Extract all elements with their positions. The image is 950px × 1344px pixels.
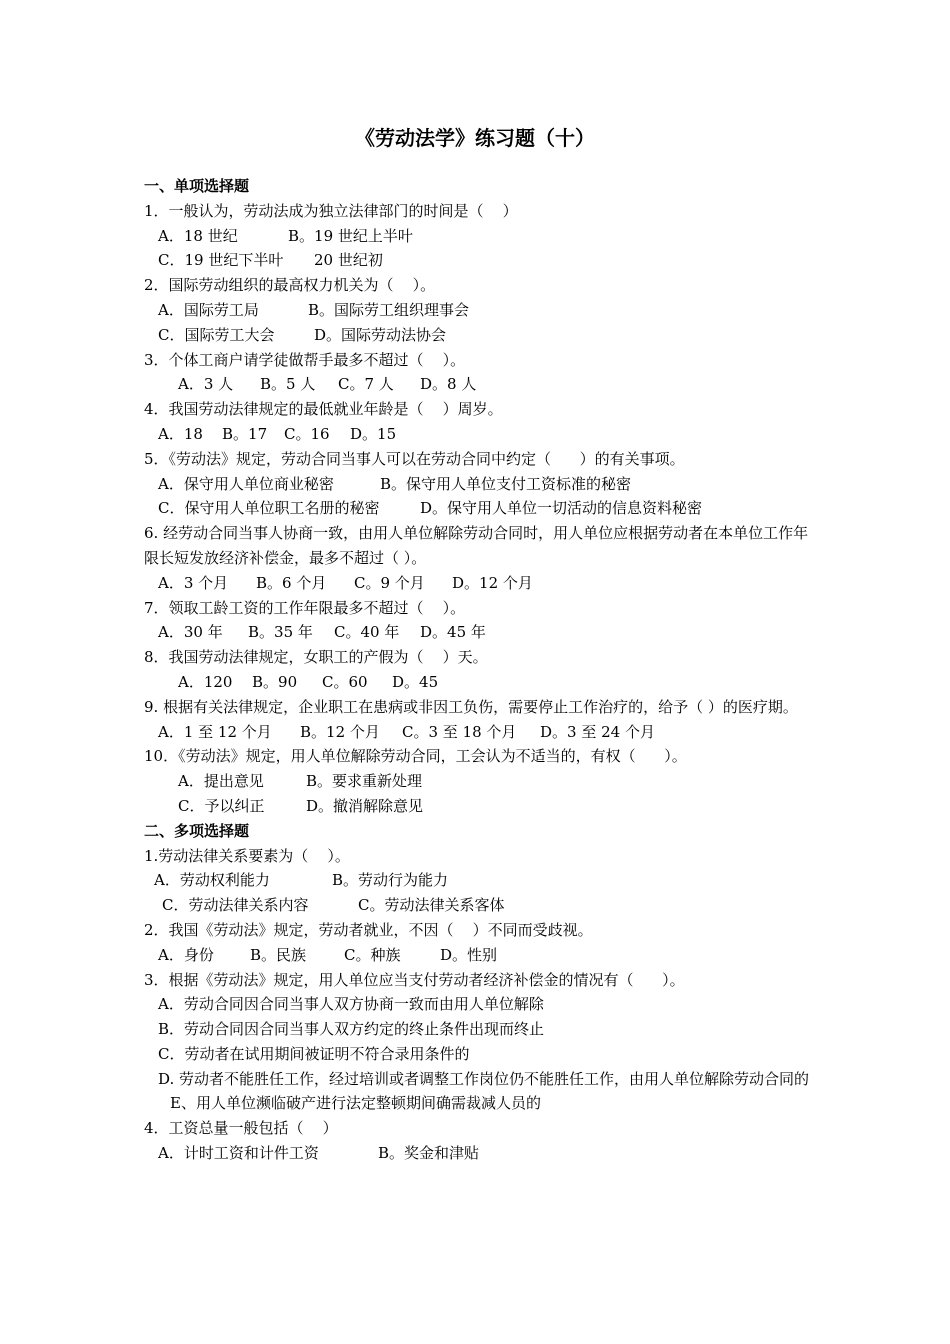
option-d: D。3 至 24 个月 (540, 722, 655, 741)
page-title: 《劳动法学》练习题（十） (355, 126, 595, 150)
option-b: B。劳动行为能力 (332, 871, 449, 890)
option-b: B．劳动合同因合同当事人双方约定的终止条件出现而终止 (158, 1020, 545, 1039)
question-2-1: 1.劳动法律关系要素为（ ）。 (144, 846, 350, 865)
section-heading-single-choice: 一、单项选择题 (144, 177, 250, 195)
options-row (144, 868, 812, 893)
option-a: A．18 (158, 424, 203, 443)
option-b: B。保守用人单位支付工资标准的秘密 (380, 474, 632, 493)
option-c: C．19 世纪下半叶 (158, 251, 284, 270)
question-1-8: 8．我国劳动法律规定，女职工的产假为（ ）天。 (144, 648, 488, 667)
options-row (144, 372, 812, 397)
option-d: D。保守用人单位一切活动的信息资料秘密 (420, 499, 703, 518)
options-row (144, 496, 812, 521)
option-c: C。3 至 18 个月 (402, 722, 517, 741)
option-d: D。国际劳动法协会 (314, 325, 447, 344)
option-d: D。15 (350, 424, 397, 443)
options-row (144, 620, 812, 645)
question-1-10: 10．《劳动法》规定，用人单位解除劳动合同，工会认为不适当的，有权（ ）。 (144, 747, 687, 766)
option-a: A．1 至 12 个月 (158, 722, 272, 741)
options-row (144, 1141, 812, 1166)
option-c: C。种族 (344, 945, 401, 964)
option-b: B。奖金和津贴 (378, 1144, 480, 1163)
option-c: C。40 年 (334, 623, 400, 642)
option-d: D。45 (392, 672, 439, 691)
option-a: A．计时工资和计件工资 (158, 1144, 319, 1163)
options-row (144, 720, 812, 745)
section-heading-multiple-choice: 二、多项选择题 (144, 821, 250, 840)
option-c: C．劳动者在试用期间被证明不符合录用条件的 (158, 1044, 470, 1063)
options-row (144, 472, 812, 497)
option-c: C．劳动法律关系内容 (162, 896, 309, 915)
question-1-3: 3．个体工商户请学徒做帮手最多不超过（ ）。 (144, 350, 466, 369)
question-1-4: 4．我国劳动法律规定的最低就业年龄是（ ）周岁。 (144, 400, 503, 419)
options-row (144, 670, 812, 695)
option-c: C．予以纠正 (178, 796, 265, 815)
option-d: C。劳动法律关系客体 (358, 896, 505, 915)
option-d: D。45 年 (420, 623, 486, 642)
question-1-7: 7．领取工龄工资的工作年限最多不超过（ ）。 (144, 598, 466, 617)
option-a: A．30 年 (158, 623, 223, 642)
option-d: 20 世纪初 (314, 251, 383, 270)
option-d: D。8 人 (420, 375, 477, 394)
option-b: B。国际劳工组织理事会 (308, 300, 470, 319)
option-c: C。9 个月 (354, 573, 425, 592)
option-a: A．保守用人单位商业秘密 (158, 474, 334, 493)
options-row (144, 943, 812, 968)
option-d: D。撤消解除意见 (306, 796, 424, 815)
option-b: B。12 个月 (300, 722, 380, 741)
options-row (144, 794, 812, 819)
option-a: A．提出意见 (178, 772, 264, 791)
option-b: B。5 人 (260, 375, 316, 394)
question-1-1: 1．一般认为，劳动法成为独立法律部门的时间是（ ） (144, 201, 518, 220)
question-2-2: 2．我国《劳动法》规定，劳动者就业，不因（ ）不同而受歧视。 (144, 920, 593, 939)
option-a: A．120 (178, 672, 233, 691)
option-a: A．3 人 (178, 375, 234, 394)
question-2-3: 3．根据《劳动法》规定，用人单位应当支付劳动者经济补偿金的情况有（ ）。 (144, 970, 685, 989)
option-b: B。6 个月 (256, 573, 327, 592)
question-1-5: 5．《劳动法》规定，劳动合同当事人可以在劳动合同中约定（ ）的有关事项。 (144, 449, 685, 468)
question-1-2: 2．国际劳动组织的最高权力机关为（ ）。 (144, 276, 436, 295)
option-b: B。17 (222, 424, 268, 443)
option-e: E、用人单位濒临破产进行法定整顿期间确需裁减人员的 (170, 1094, 541, 1113)
options-row (144, 298, 812, 323)
options-row (144, 323, 812, 348)
question-1-9: 9. 根据有关法律规定，企业职工在患病或非因工负伤，需要停止工作治疗的，给予（ ）的医疗期。 (144, 697, 798, 716)
options-row (144, 224, 812, 249)
question-1-6: 6. 经劳动合同当事人协商一致，由用人单位解除劳动合同时，用人单位应根据劳动者在本单位工作年限长短发放经济补偿金，最多不超过（ ）。 (144, 524, 809, 567)
options-row (144, 571, 812, 596)
option-d: D。12 个月 (452, 573, 533, 592)
option-c: C．保守用人单位职工名册的秘密 (158, 499, 380, 518)
option-a: A．劳动权利能力 (154, 871, 270, 890)
option-b: B。35 年 (248, 623, 313, 642)
option-a: A．国际劳工局 (158, 300, 259, 319)
option-b: B。19 世纪上半叶 (288, 226, 413, 245)
option-c: C。7 人 (338, 375, 394, 394)
option-d: D. 劳动者不能胜任工作，经过培训或者调整工作岗位仍不能胜任工作，由用人单位解除劳动合同的 (158, 1069, 810, 1088)
options-row (144, 422, 812, 447)
option-c: C。60 (322, 672, 368, 691)
option-d: D。性别 (440, 945, 498, 964)
option-b: B。90 (252, 672, 298, 691)
options-row (144, 893, 812, 918)
option-a: A．劳动合同因合同当事人双方协商一致而由用人单位解除 (158, 995, 544, 1014)
option-b: B。民族 (250, 945, 307, 964)
options-row (144, 769, 812, 794)
option-a: A．身份 (158, 945, 214, 964)
option-c: C。16 (284, 424, 330, 443)
option-c: C．国际劳工大会 (158, 325, 275, 344)
question-2-4: 4．工资总量一般包括（ ） (144, 1119, 338, 1138)
options-row (144, 248, 812, 273)
document-body (144, 174, 812, 1166)
option-a: A．18 世纪 (158, 226, 238, 245)
option-b: B。要求重新处理 (306, 772, 423, 791)
option-a: A．3 个月 (158, 573, 229, 592)
